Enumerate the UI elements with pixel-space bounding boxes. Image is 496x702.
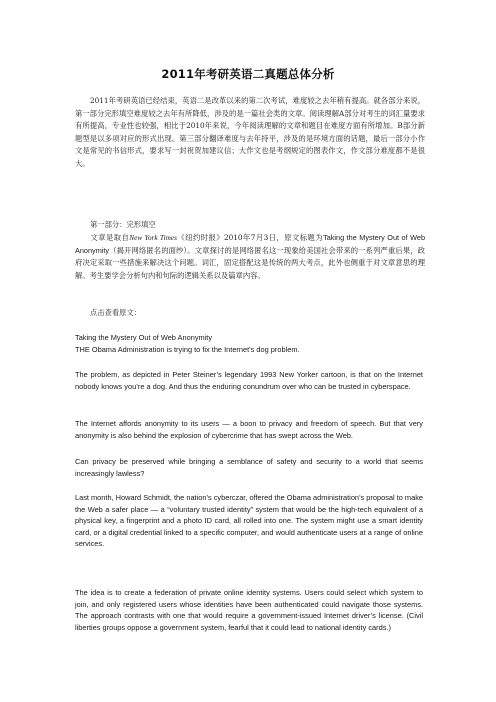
article-lead: THE Obama Administration is trying to fix the Internet’s dog problem. [75,345,300,354]
section1-paragraph: 文章是取自New York Times《纽约时报》2010年7月3日，原文标题为Taking the Mystery Out of Web Anonymity（揭开网络匿名的面纱）。文章探讨的是网络匿名这一现象给美国社会带来的一系列严重后果，政府决定采取一些措施来解决这个问题。词汇，固定搭配这是传统的两大考点，此外也侧重于对文章意思的理解。考生要学会分析句内和句际的逻辑关系以及篇章内容。 [75,233,426,280]
click-to-view-link[interactable]: 点击查看原文： [90,308,142,317]
article-paragraph-1: The problem, as depicted in Peter Steiner’s legendary 1993 New Yorker cartoon, is that on the Internet nobody knows you’re a dog. And thus the enduring conundrum over who can be trusted in cyberspace. [75,370,423,391]
article-paragraph-2: The Internet affords anonymity to its users — a boon to privacy and freedom of speech. But that very anonymity is also behind the explosion of cybercrime that has swept across the Web. [75,419,423,440]
article-title: Taking the Mystery Out of Web Anonymity [75,333,213,342]
article-paragraph-4: Last month, Howard Schmidt, the nation’s cyberczar, offered the Obama administration’s proposal to make the Web a safer place — a “voluntary trusted identity” system that would be the high-tech equivalent of a physical key, a fingerprint and a photo ID card, all rolled into one. The system might use a smart identity card, or a digital credential linked to a specific computer, and would authenticate users at a range of online services. [75,493,423,549]
original-title: Taking the Mystery Out of Web Anonymity [75,233,426,255]
article-paragraph-3: Can privacy be preserved while bringing a semblance of safety and security to a world that seems increasingly lawless? [75,457,423,478]
section1-heading: 第一部分：完形填空 [90,220,156,229]
source-name: New York Times [129,233,177,242]
article-paragraph-5: The idea is to create a federation of private online identity systems. Users could select which system to join, and only registered users whose identities have been authenticated could navigate those systems. The approach contrasts with one that would require a government-issued Internet driver’s license. (Civil liberties groups oppose a government system, fearful that it could lead to national identity cards.) [75,588,423,632]
document-title: 2011年考研英语二真题总体分析 [161,67,335,81]
intro-paragraph: 2011年考研英语已经结束，英语二是改革以来的第二次考试，难度较之去年稍有提高。就各部分来说，第一部分完形填空难度较之去年有所降低，涉及的是一篇社会类的文章。阅读理解A部分对考生的词汇量要求有所提高，专业性也较强，相比于2010年来说，今年阅读理解的文章和题目在难度方面有所增加。B部分新题型是以多项对应的形式出现。第三部分翻译难度与去年持平，涉及的是环境方面的话题，最后一部分小作文是常见的书信形式，要求写一封祝贺加建议信；大作文也是考纲规定的图表作文，作文部分难度都不是很大。 [75,96,425,168]
